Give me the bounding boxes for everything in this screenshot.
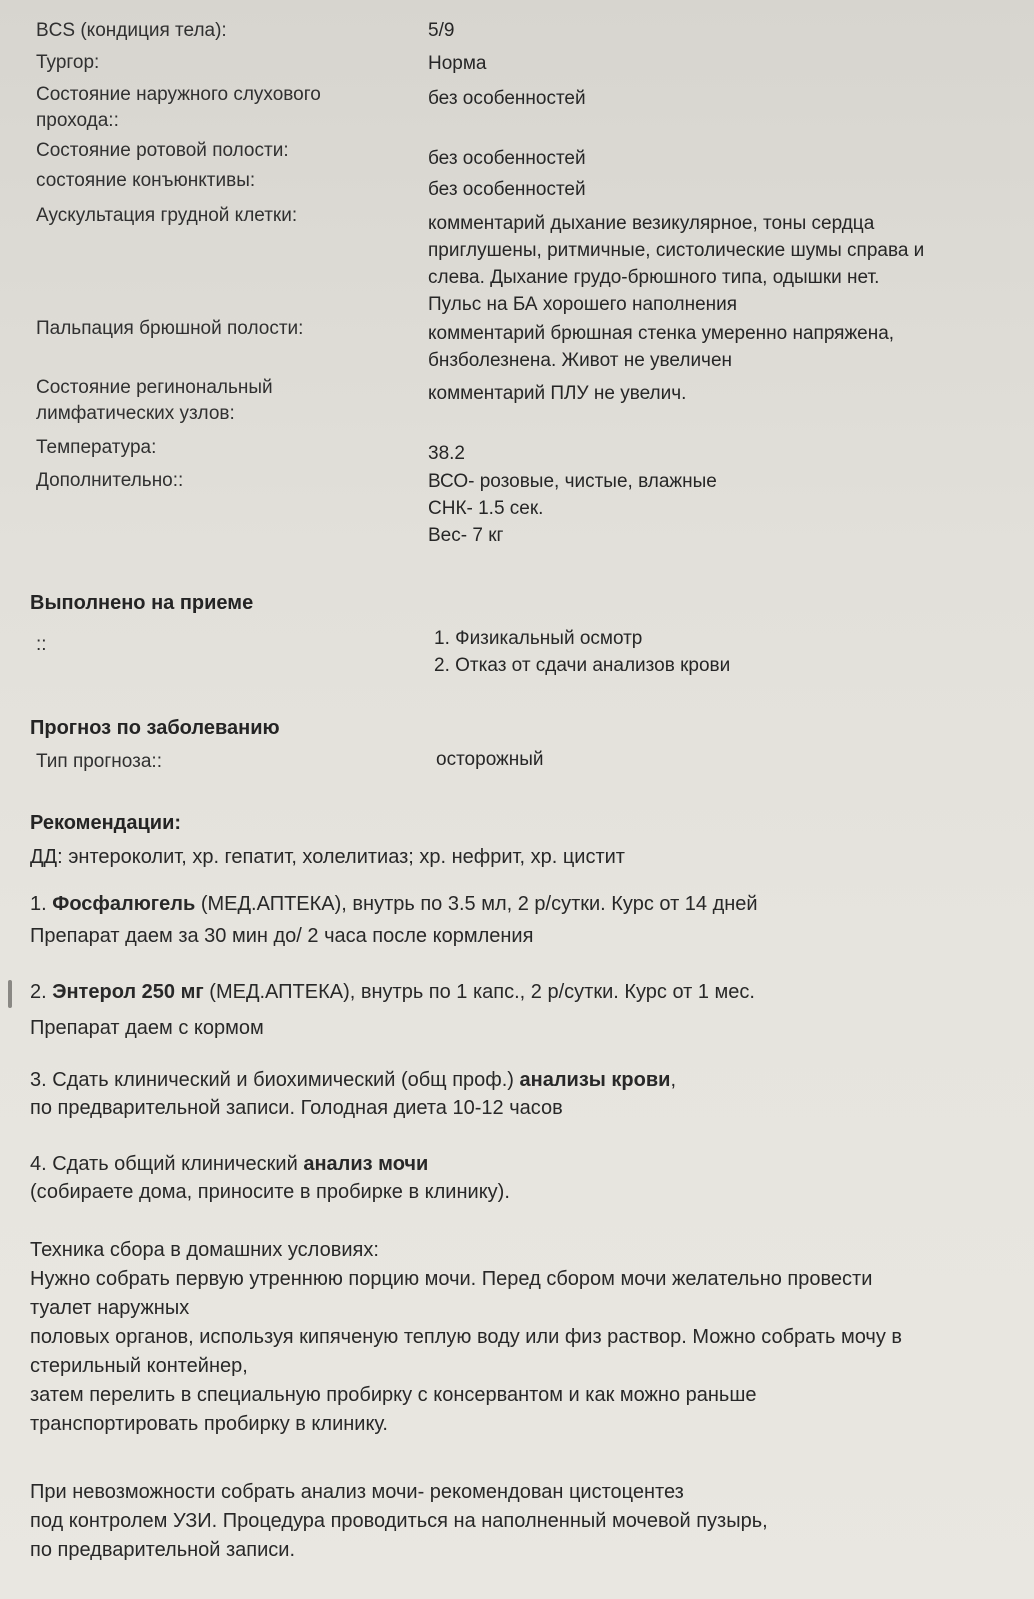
drug-name: Фосфалюгель [52,893,196,915]
lymph-label-line: Состояние регинональный [36,377,273,398]
recommendation-2 [30,978,755,1042]
done-section-title: Выполнено на приеме [30,592,254,614]
technique-line: затем перелить в специальную пробирку с консервантом и как можно раньше [30,1384,757,1406]
recommendation-2-note: Препарат даем с кормом [30,1017,264,1039]
cystocentesis-note [30,1478,768,1565]
recommendation-1-note: Препарат даем за 30 мин до/ 2 часа после кормления [30,925,534,947]
extra-line: Вес- 7 кг [428,525,504,546]
recommendation-3-note: по предварительной записи. Голодная диета 10-12 часов [30,1097,563,1119]
rec-text: 4. Сдать общий клинический [30,1153,304,1175]
extra-label: Дополнительно:: [36,470,184,491]
technique-line: Нужно собрать первую утреннюю порцию мочи. Перед сбором мочи желательно провести [30,1268,873,1290]
oral-label: Состояние ротовой полости: [36,140,289,161]
rec-text: 3. Сдать клинический и биохимический (общ проф.) [30,1069,520,1091]
recommendation-1 [30,890,758,950]
cysto-line: При невозможности собрать анализ мочи- рекомендован цистоцентез [30,1481,684,1503]
recommendation-1-line [30,890,758,918]
conjunctiva-value: без особенностей [428,179,586,200]
technique-line: Техника сбора в домашних условиях: [30,1239,379,1261]
technique-line: половых органов, используя кипяченую теплую воду или физ раствор. Можно собрать мочу в [30,1326,903,1348]
rec-number: 2. [30,981,53,1003]
temperature-label: Температура: [36,437,157,458]
palpation-value [428,320,1008,374]
prognosis-value: осторожный [436,749,544,770]
rec-dosage: (МЕД.АПТЕКА), внутрь по 1 капс., 2 р/сутки. Курс от 1 мес. [203,981,755,1003]
turgor-value: Норма [428,53,487,74]
auscultation-line: Пульс на БА хорошего наполнения [428,294,738,315]
rec-text: , [670,1069,676,1091]
collection-technique [30,1236,902,1439]
recommendation-4-note: (собираете дома, приносите в пробирке в клинику). [30,1181,510,1203]
bcs-label: BCS (кондиция тела): [36,20,227,41]
palpation-line: комментарий брюшная стенка умеренно напряжена, [428,323,895,344]
temperature-value: 38.2 [428,443,465,464]
lymph-label-line: лимфатических узлов: [36,403,235,424]
drug-name: Энтерол 250 мг [52,981,204,1003]
oral-value: без особенностей [428,148,586,169]
auscultation-value [428,210,1008,318]
auscultation-line: слева. Дыхание грудо-брюшного типа, одышки нет. [428,267,880,288]
auscultation-line: приглушены, ритмичные, систолические шумы справа и [428,240,925,261]
palpation-label: Пальпация брюшной полости: [36,318,304,339]
analysis-name: анализы крови [519,1069,671,1091]
technique-line: стерильный контейнер, [30,1355,248,1377]
ear-value: без особенностей [428,88,586,109]
palpation-line: бнзболезнена. Живот не увеличен [428,350,733,371]
cysto-line: по предварительной записи. [30,1539,296,1561]
ear-label: Состояние наружного слухового прохода:: [36,84,321,131]
rec-dosage: (МЕД.АПТЕКА), внутрь по 3.5 мл, 2 р/сутки. Курс от 14 дней [195,893,758,915]
done-item: 1. Физикальный осмотр [434,628,643,649]
recommendation-3 [30,1066,676,1122]
recommendation-3-line [30,1066,676,1094]
recommendations-title: Рекомендации: [30,812,182,834]
auscultation-label: Аускультация грудной клетки: [36,205,298,226]
prognosis-label: Тип прогноза:: [36,751,162,772]
extra-line: ВСО- розовые, чистые, влажные [428,471,717,492]
lymph-value: комментарий ПЛУ не увелич. [428,383,687,404]
done-label: :: [36,634,47,655]
extra-line: СНК- 1.5 сек. [428,498,544,519]
differential-diagnosis: ДД: энтероколит, хр. гепатит, холелитиаз; хр. нефрит, хр. цистит [30,846,625,868]
done-items [434,625,1014,679]
done-item: 2. Отказ от сдачи анализов крови [434,655,731,676]
rec-number: 1. [30,893,53,915]
page-edge-mark [8,980,12,1008]
lymph-label [36,375,416,427]
recommendation-4 [30,1150,510,1206]
technique-line: туалет наружных [30,1297,190,1319]
analysis-name: анализ мочи [303,1153,429,1175]
recommendation-2-line [30,978,755,1006]
recommendation-4-line [30,1150,510,1178]
technique-line: транспортировать пробирку в клинику. [30,1413,388,1435]
prognosis-section-title: Прогноз по заболеванию [30,717,280,739]
bcs-value: 5/9 [428,20,455,41]
auscultation-line: комментарий дыхание везикулярное, тоны сердца [428,213,875,234]
conjunctiva-label: состояние конъюнктивы: [36,170,256,191]
extra-value [428,468,1008,549]
turgor-label: Тургор: [36,52,100,73]
cysto-line: под контролем УЗИ. Процедура проводиться на наполненный мочевой пузырь, [30,1510,768,1532]
